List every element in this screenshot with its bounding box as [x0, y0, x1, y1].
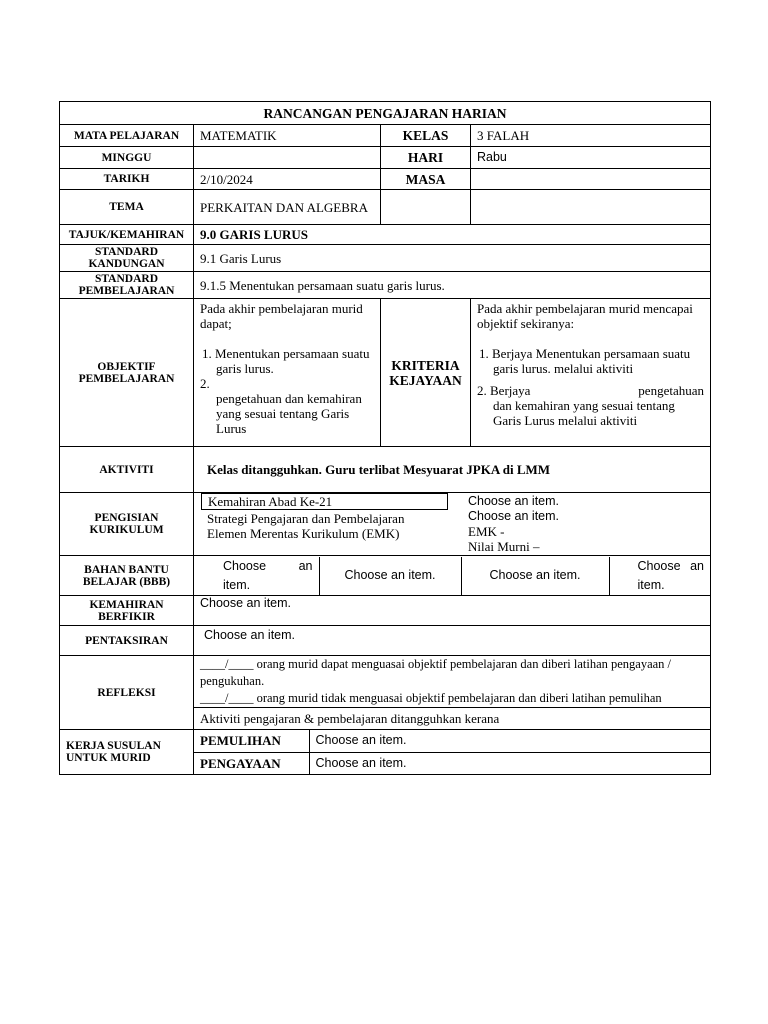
objektif-item-2-number: 2. [200, 376, 210, 391]
kelas-value[interactable]: 3 FALAH [471, 125, 711, 147]
mata-pelajaran-label: MATA PELAJARAN [60, 125, 194, 147]
bahan-4-word-3: item. [637, 577, 665, 592]
kemahiran-abad-field[interactable]: Kemahiran Abad Ke-21 [201, 493, 448, 510]
bahan-dropdown-2[interactable]: Choose an item. [319, 557, 461, 595]
strategi-pdp-dropdown[interactable]: Choose an item. [468, 509, 560, 523]
aktiviti-label: AKTIVITI [60, 447, 194, 493]
hari-label: HARI [381, 147, 471, 169]
tajuk-value[interactable]: 9.0 GARIS LURUS [194, 225, 711, 245]
bahan-1-word-2: an [298, 558, 313, 573]
bahan-content [194, 556, 711, 596]
objektif-intro: Pada akhir pembelajaran murid dapat; [200, 301, 363, 331]
bahan-dropdown-3[interactable]: Choose an item. [461, 557, 609, 595]
hari-value[interactable]: Rabu [471, 147, 711, 169]
kemahiran-abad-dropdown[interactable]: Choose an item. [468, 494, 560, 508]
kriteria-item-2-text: dan kemahiran yang sesuai tentang Garis Lurus melalui aktiviti [493, 398, 675, 428]
refleksi-line-1: ____/____ orang murid dapat menguasai objektif pembelajaran dan diberi latihan pengayaan / pengukuhan. [200, 657, 672, 688]
minggu-value[interactable] [194, 147, 381, 169]
pengisian-label: PENGISIAN KURIKULUM [60, 493, 194, 556]
kemahiran-berfikir-label: KEMAHIRAN BERFIKIR [60, 596, 194, 626]
bahan-1-word-3: item. [223, 577, 251, 592]
tema-label: TEMA [60, 190, 194, 225]
mata-pelajaran-value[interactable]: MATEMATIK [194, 125, 381, 147]
refleksi-tangguh[interactable]: Aktiviti pengajaran & pembelajaran ditangguhkan kerana [194, 708, 711, 730]
pentaksiran-label: PENTAKSIRAN [60, 626, 194, 656]
standard-kandungan-label: STANDARD KANDUNGAN [60, 245, 194, 272]
bahan-inner-table [194, 557, 710, 595]
kemahiran-berfikir-dropdown[interactable]: Choose an item. [194, 596, 711, 626]
tema-value[interactable]: PERKAITAN DAN ALGEBRA [194, 190, 381, 225]
refleksi-label: REFLEKSI [60, 656, 194, 730]
standard-pembelajaran-label: STANDARD PEMBELAJARAN [60, 272, 194, 299]
tema-empty-cell [381, 190, 471, 225]
emk-text: Elemen Merentas Kurikulum (EMK) [207, 526, 400, 541]
pengisian-inner-table [194, 493, 710, 555]
kerja-susulan-label: KERJA SUSULAN UNTUK MURID [60, 730, 194, 775]
bahan-dropdown-1[interactable] [194, 557, 319, 595]
masa-value[interactable] [471, 169, 711, 190]
pengayaan-label: PENGAYAAN [194, 752, 309, 774]
minggu-label: MINGGU [60, 147, 194, 169]
nilai-murni-value[interactable]: Nilai Murni – [468, 539, 540, 554]
tema-empty-cell-2 [471, 190, 711, 225]
kriteria-item-2-end: pengetahuan [638, 383, 704, 398]
standard-pembelajaran-value[interactable]: 9.1.5 Menentukan persamaan suatu garis lurus. [194, 272, 711, 299]
objektif-item-1: 1. Menentukan persamaan suatu garis lurus. [202, 346, 370, 376]
strategi-pdp-text: Strategi Pengajaran dan Pembelajaran [207, 511, 405, 526]
masa-label: MASA [381, 169, 471, 190]
objektif-content[interactable] [194, 299, 381, 447]
refleksi-line-2: ____/____ orang murid tidak menguasai objektif pembelajaran dan diberi latihan pemulihan [200, 691, 662, 705]
lesson-plan-table [59, 101, 711, 775]
tajuk-label: TAJUK/KEMAHIRAN [60, 225, 194, 245]
refleksi-content[interactable] [194, 656, 711, 708]
pemulihan-label: PEMULIHAN [194, 730, 309, 752]
pentaksiran-dropdown[interactable]: Choose an item. [194, 626, 711, 656]
kriteria-intro: Pada akhir pembelajaran murid mencapai objektif sekiranya: [477, 301, 693, 331]
kriteria-item-2-line [477, 383, 704, 398]
tarikh-value[interactable]: 2/10/2024 [194, 169, 381, 190]
pengayaan-dropdown[interactable]: Choose an item. [315, 755, 407, 770]
kriteria-item-1: 1. Berjaya Menentukan persamaan suatu garis lurus. melalui aktiviti [479, 346, 691, 376]
page-title: RANCANGAN PENGAJARAN HARIAN [60, 102, 711, 125]
kerja-susulan-content [194, 730, 711, 775]
pengisian-right [462, 493, 710, 555]
pengisian-content [194, 493, 711, 556]
bahan-label: BAHAN BANTU BELAJAR (BBB) [60, 556, 194, 596]
bahan-4-word-1: Choose [637, 558, 681, 573]
standard-kandungan-value[interactable]: 9.1 Garis Lurus [194, 245, 711, 272]
pengisian-left [194, 493, 462, 555]
tarikh-label: TARIKH [60, 169, 194, 190]
aktiviti-value[interactable]: Kelas ditangguhkan. Guru terlibat Mesyuarat JPKA di LMM [194, 447, 711, 493]
kerja-susulan-inner-table [194, 730, 710, 774]
pemulihan-dropdown[interactable]: Choose an item. [309, 730, 710, 752]
objektif-item-2-text: pengetahuan dan kemahiran yang sesuai tentang Garis Lurus [216, 391, 362, 436]
objektif-label: OBJEKTIF PEMBELAJARAN [60, 299, 194, 447]
kelas-label: KELAS [381, 125, 471, 147]
lesson-plan-sheet [59, 101, 710, 775]
bahan-4-word-2: an [690, 558, 704, 573]
bahan-1-word-1: Choose [223, 558, 267, 573]
kriteria-label: KRITERIA KEJAYAAN [381, 299, 471, 447]
kriteria-content[interactable] [471, 299, 711, 447]
kriteria-item-2-start: 2. Berjaya [477, 383, 531, 398]
emk-value[interactable]: EMK - [468, 524, 505, 539]
bahan-dropdown-4[interactable] [609, 557, 710, 595]
